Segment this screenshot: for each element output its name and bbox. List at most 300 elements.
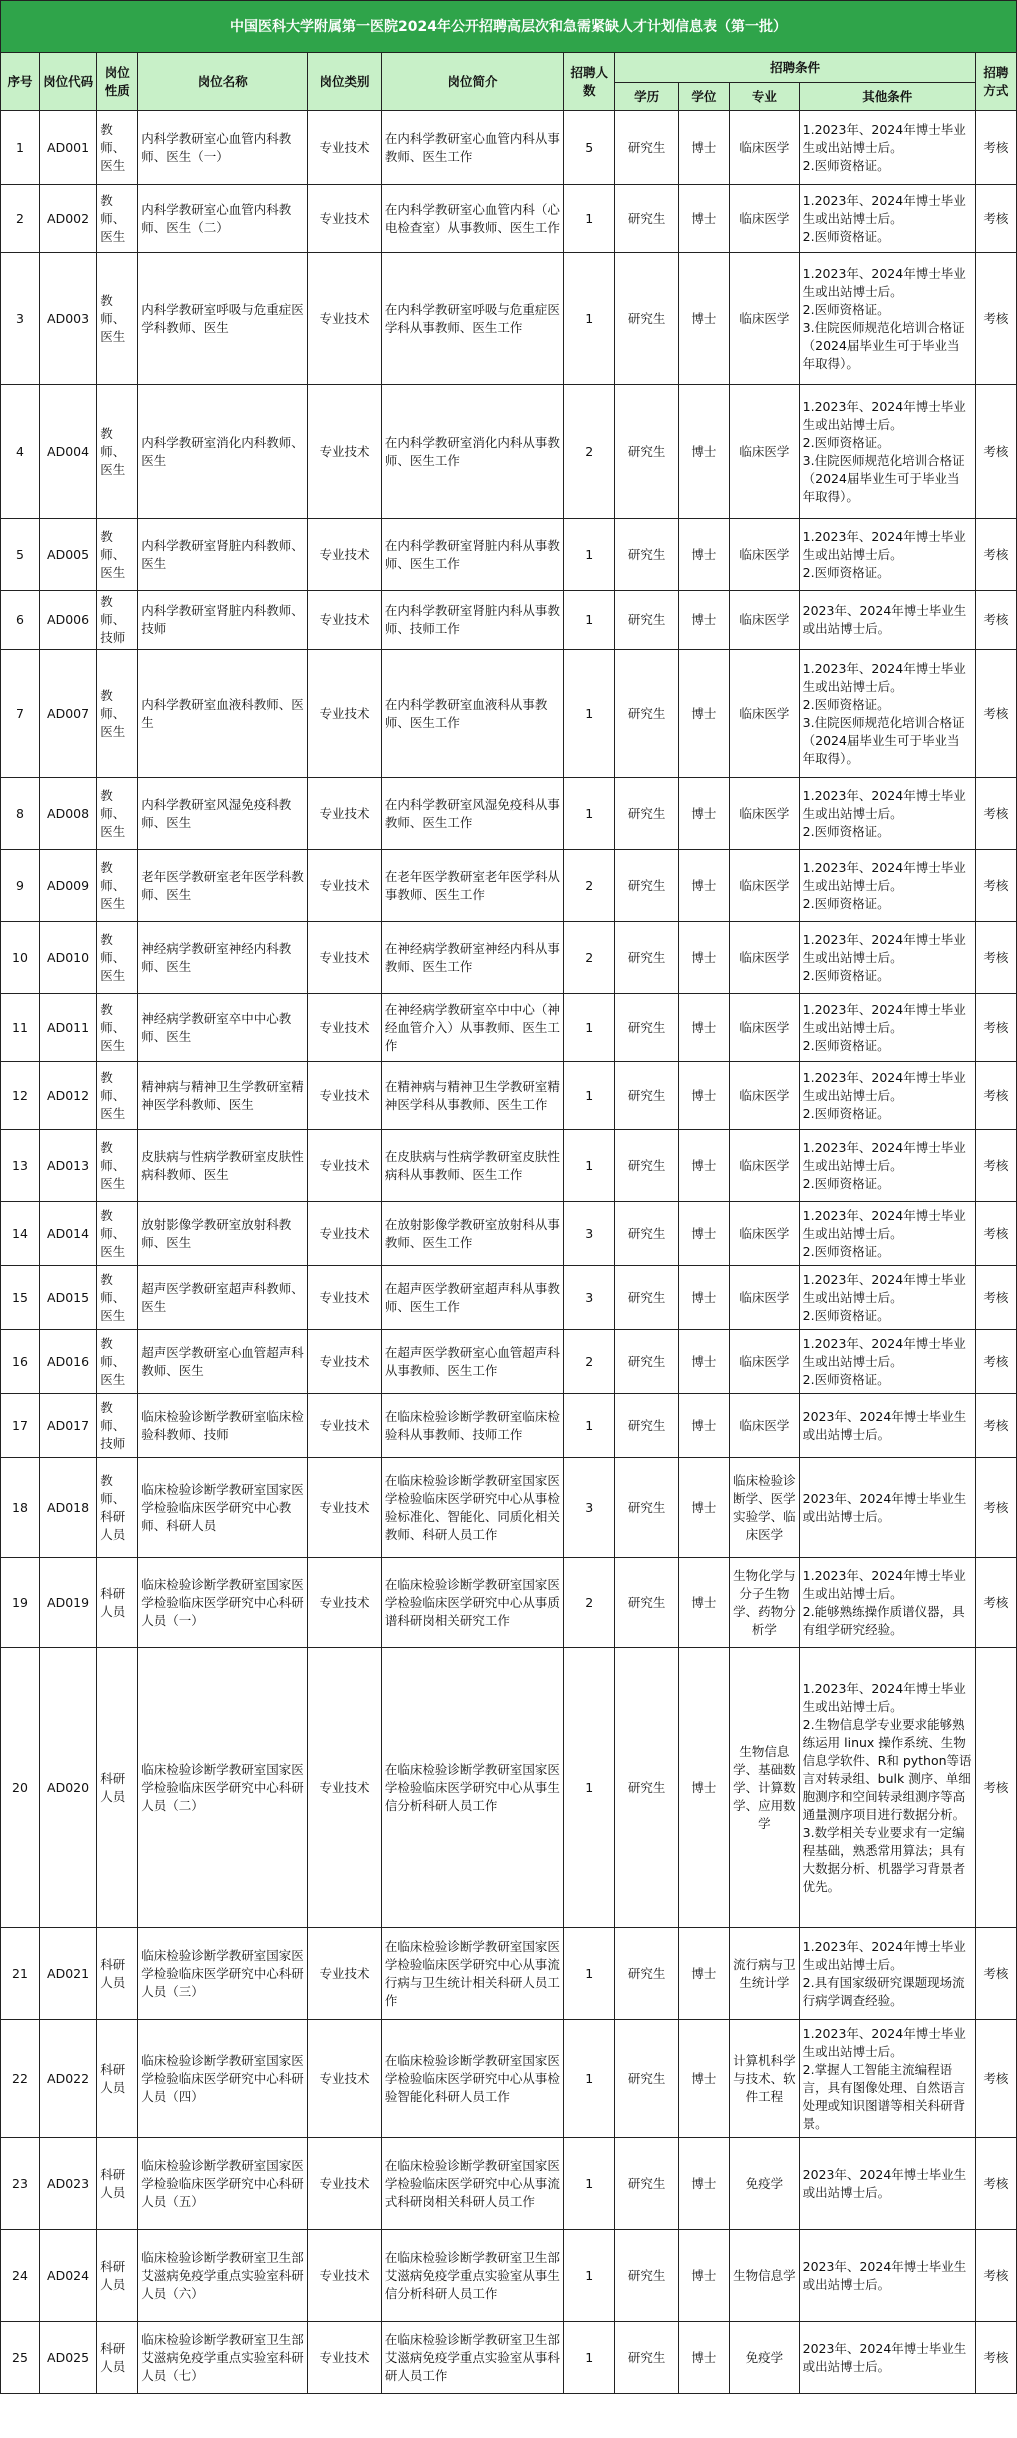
cell-category: 专业技术: [308, 2230, 382, 2322]
cell-degree: 博士: [678, 1394, 729, 1458]
cell-intro: 在放射影像学教研室放射科从事教师、医生工作: [381, 1202, 563, 1266]
cell-seq: 21: [1, 1928, 40, 2020]
cell-education: 研究生: [615, 850, 678, 922]
cell-count: 1: [564, 1394, 615, 1458]
cell-nature: 教师、医生: [97, 1130, 138, 1202]
cell-category: 专业技术: [308, 1130, 382, 1202]
cell-category: 专业技术: [308, 1202, 382, 1266]
cell-category: 专业技术: [308, 2138, 382, 2230]
cell-education: 研究生: [615, 1266, 678, 1330]
cell-count: 1: [564, 650, 615, 778]
cell-other: 2023年、2024年博士毕业生或出站博士后。: [799, 1394, 975, 1458]
cell-name: 放射影像学教研室放射科教师、医生: [138, 1202, 308, 1266]
cell-major: 生物信息学、基础数学、计算数学、应用数学: [730, 1648, 800, 1928]
table-row: [1, 253, 1017, 385]
cell-seq: 15: [1, 1266, 40, 1330]
cell-count: 1: [564, 2322, 615, 2394]
table-row: [1, 1458, 1017, 1558]
cell-category: 专业技术: [308, 994, 382, 1062]
cell-count: 1: [564, 1648, 615, 1928]
cell-nature: 教师、医生: [97, 253, 138, 385]
cell-degree: 博士: [678, 1558, 729, 1648]
cell-other: 1.2023年、2024年博士毕业生或出站博士后。 2.医师资格证。: [799, 778, 975, 850]
cell-method: 考核: [975, 650, 1016, 778]
cell-name: 临床检验诊断学教研室卫生部艾滋病免疫学重点实验室科研人员（七）: [138, 2322, 308, 2394]
cell-major: 临床医学: [730, 650, 800, 778]
cell-count: 1: [564, 253, 615, 385]
table-row: [1, 1330, 1017, 1394]
cell-code: AD011: [39, 994, 96, 1062]
cell-nature: 教师、技师: [97, 591, 138, 650]
cell-intro: 在内科学教研室风湿免疫科从事教师、医生工作: [381, 778, 563, 850]
cell-code: AD018: [39, 1458, 96, 1558]
header-code: 岗位代码: [39, 53, 96, 111]
cell-code: AD014: [39, 1202, 96, 1266]
table-row: [1, 2322, 1017, 2394]
cell-seq: 20: [1, 1648, 40, 1928]
table-row: [1, 1928, 1017, 2020]
cell-count: 3: [564, 1266, 615, 1330]
cell-seq: 10: [1, 922, 40, 994]
cell-intro: 在临床检验诊断学教研室卫生部艾滋病免疫学重点实验室从事科研人员工作: [381, 2322, 563, 2394]
cell-nature: 科研人员: [97, 1648, 138, 1928]
cell-name: 内科学教研室肾脏内科教师、医生: [138, 519, 308, 591]
cell-major: 临床医学: [730, 253, 800, 385]
cell-name: 临床检验诊断学教研室国家医学检验临床医学研究中心科研人员（五）: [138, 2138, 308, 2230]
table-row: [1, 1062, 1017, 1130]
cell-name: 老年医学教研室老年医学科教师、医生: [138, 850, 308, 922]
cell-seq: 13: [1, 1130, 40, 1202]
cell-other: 1.2023年、2024年博士毕业生或出站博士后。 2.医师资格证。: [799, 111, 975, 185]
cell-seq: 14: [1, 1202, 40, 1266]
table-title: 中国医科大学附属第一医院2024年公开招聘高层次和急需紧缺人才计划信息表（第一批）: [1, 1, 1017, 53]
cell-category: 专业技术: [308, 1558, 382, 1648]
cell-other: 1.2023年、2024年博士毕业生或出站博士后。 2.医师资格证。 3.住院医师规范化培训合格证（2024届毕业生可于毕业当年取得）。: [799, 385, 975, 519]
cell-method: 考核: [975, 1558, 1016, 1648]
header-other: 其他条件: [799, 83, 975, 111]
cell-code: AD022: [39, 2020, 96, 2138]
cell-nature: 教师、科研人员: [97, 1458, 138, 1558]
cell-other: 2023年、2024年博士毕业生或出站博士后。: [799, 2138, 975, 2230]
cell-major: 临床检验诊断学、医学实验学、临床医学: [730, 1458, 800, 1558]
cell-major: 临床医学: [730, 185, 800, 253]
cell-major: 临床医学: [730, 591, 800, 650]
cell-method: 考核: [975, 1202, 1016, 1266]
cell-seq: 12: [1, 1062, 40, 1130]
cell-category: 专业技术: [308, 1062, 382, 1130]
cell-count: 1: [564, 1928, 615, 2020]
cell-seq: 16: [1, 1330, 40, 1394]
cell-name: 内科学教研室肾脏内科教师、技师: [138, 591, 308, 650]
cell-seq: 11: [1, 994, 40, 1062]
cell-intro: 在临床检验诊断学教研室国家医学检验临床医学研究中心从事流行病与卫生统计相关科研人员工作: [381, 1928, 563, 2020]
cell-category: 专业技术: [308, 1458, 382, 1558]
cell-education: 研究生: [615, 994, 678, 1062]
cell-seq: 18: [1, 1458, 40, 1558]
cell-degree: 博士: [678, 1648, 729, 1928]
cell-name: 临床检验诊断学教研室卫生部艾滋病免疫学重点实验室科研人员（六）: [138, 2230, 308, 2322]
cell-count: 1: [564, 519, 615, 591]
cell-other: 1.2023年、2024年博士毕业生或出站博士后。 2.医师资格证。 3.住院医师规范化培训合格证（2024届毕业生可于毕业当年取得）。: [799, 253, 975, 385]
cell-count: 2: [564, 385, 615, 519]
cell-education: 研究生: [615, 253, 678, 385]
cell-degree: 博士: [678, 778, 729, 850]
cell-intro: 在临床检验诊断学教研室国家医学检验临床医学研究中心从事生信分析科研人员工作: [381, 1648, 563, 1928]
cell-major: 免疫学: [730, 2138, 800, 2230]
cell-category: 专业技术: [308, 1330, 382, 1394]
cell-seq: 23: [1, 2138, 40, 2230]
cell-degree: 博士: [678, 1928, 729, 2020]
cell-intro: 在神经病学教研室卒中中心（神经血管介入）从事教师、医生工作: [381, 994, 563, 1062]
cell-other: 2023年、2024年博士毕业生或出站博士后。: [799, 1458, 975, 1558]
cell-major: 临床医学: [730, 111, 800, 185]
cell-education: 研究生: [615, 1330, 678, 1394]
cell-major: 临床医学: [730, 1130, 800, 1202]
cell-other: 1.2023年、2024年博士毕业生或出站博士后。 2.具有国家级研究课题现场流行病学调查经验。: [799, 1928, 975, 2020]
cell-degree: 博士: [678, 1330, 729, 1394]
cell-category: 专业技术: [308, 185, 382, 253]
cell-other: 1.2023年、2024年博士毕业生或出站博士后。 2.医师资格证。: [799, 519, 975, 591]
cell-category: 专业技术: [308, 519, 382, 591]
cell-method: 考核: [975, 850, 1016, 922]
cell-education: 研究生: [615, 1062, 678, 1130]
table-row: [1, 519, 1017, 591]
cell-degree: 博士: [678, 850, 729, 922]
cell-major: 临床医学: [730, 778, 800, 850]
cell-education: 研究生: [615, 1648, 678, 1928]
cell-count: 1: [564, 591, 615, 650]
cell-name: 临床检验诊断学教研室国家医学检验临床医学研究中心教师、科研人员: [138, 1458, 308, 1558]
cell-category: 专业技术: [308, 922, 382, 994]
cell-category: 专业技术: [308, 253, 382, 385]
cell-code: AD005: [39, 519, 96, 591]
cell-code: AD023: [39, 2138, 96, 2230]
table-row: [1, 922, 1017, 994]
cell-other: 1.2023年、2024年博士毕业生或出站博士后。 2.医师资格证。: [799, 1266, 975, 1330]
cell-major: 临床医学: [730, 994, 800, 1062]
cell-intro: 在超声医学教研室超声科从事教师、医生工作: [381, 1266, 563, 1330]
cell-education: 研究生: [615, 778, 678, 850]
cell-count: 1: [564, 2020, 615, 2138]
cell-category: 专业技术: [308, 1266, 382, 1330]
cell-major: 免疫学: [730, 2322, 800, 2394]
cell-degree: 博士: [678, 2230, 729, 2322]
cell-name: 临床检验诊断学教研室国家医学检验临床医学研究中心科研人员（四）: [138, 2020, 308, 2138]
cell-category: 专业技术: [308, 1648, 382, 1928]
cell-method: 考核: [975, 253, 1016, 385]
cell-code: AD008: [39, 778, 96, 850]
cell-code: AD019: [39, 1558, 96, 1648]
cell-education: 研究生: [615, 2020, 678, 2138]
cell-education: 研究生: [615, 591, 678, 650]
cell-seq: 3: [1, 253, 40, 385]
cell-degree: 博士: [678, 385, 729, 519]
cell-degree: 博士: [678, 1130, 729, 1202]
cell-method: 考核: [975, 591, 1016, 650]
cell-category: 专业技术: [308, 385, 382, 519]
cell-degree: 博士: [678, 1062, 729, 1130]
cell-intro: 在超声医学教研室心血管超声科从事教师、医生工作: [381, 1330, 563, 1394]
cell-degree: 博士: [678, 253, 729, 385]
cell-code: AD003: [39, 253, 96, 385]
cell-other: 1.2023年、2024年博士毕业生或出站博士后。 2.能够熟练操作质谱仪器，具有组学研究经验。: [799, 1558, 975, 1648]
cell-intro: 在临床检验诊断学教研室国家医学检验临床医学研究中心从事检验智能化科研人员工作: [381, 2020, 563, 2138]
cell-name: 神经病学教研室卒中中心教师、医生: [138, 994, 308, 1062]
header-name: 岗位名称: [138, 53, 308, 111]
cell-code: AD025: [39, 2322, 96, 2394]
cell-code: AD016: [39, 1330, 96, 1394]
cell-other: 1.2023年、2024年博士毕业生或出站博士后。 2.医师资格证。: [799, 185, 975, 253]
table-row: [1, 591, 1017, 650]
cell-method: 考核: [975, 994, 1016, 1062]
cell-name: 内科学教研室心血管内科教师、医生（一）: [138, 111, 308, 185]
header-category: 岗位类别: [308, 53, 382, 111]
cell-intro: 在临床检验诊断学教研室卫生部艾滋病免疫学重点实验室从事生信分析科研人员工作: [381, 2230, 563, 2322]
cell-seq: 8: [1, 778, 40, 850]
cell-nature: 教师、医生: [97, 1266, 138, 1330]
cell-category: 专业技术: [308, 1394, 382, 1458]
header-major: 专业: [730, 83, 800, 111]
cell-seq: 19: [1, 1558, 40, 1648]
table-row: [1, 1202, 1017, 1266]
cell-intro: 在内科学教研室呼吸与危重症医学科从事教师、医生工作: [381, 253, 563, 385]
cell-major: 临床医学: [730, 1062, 800, 1130]
header-intro: 岗位简介: [381, 53, 563, 111]
cell-degree: 博士: [678, 1266, 729, 1330]
table-row: [1, 778, 1017, 850]
cell-seq: 22: [1, 2020, 40, 2138]
table-row: [1, 650, 1017, 778]
cell-seq: 6: [1, 591, 40, 650]
cell-nature: 教师、医生: [97, 519, 138, 591]
cell-seq: 2: [1, 185, 40, 253]
cell-other: 1.2023年、2024年博士毕业生或出站博士后。 2.医师资格证。: [799, 1062, 975, 1130]
table-row: [1, 111, 1017, 185]
cell-count: 1: [564, 1062, 615, 1130]
cell-other: 1.2023年、2024年博士毕业生或出站博士后。 2.医师资格证。: [799, 1330, 975, 1394]
cell-name: 皮肤病与性病学教研室皮肤性病科教师、医生: [138, 1130, 308, 1202]
cell-major: 临床医学: [730, 385, 800, 519]
cell-method: 考核: [975, 1062, 1016, 1130]
cell-name: 内科学教研室心血管内科教师、医生（二）: [138, 185, 308, 253]
cell-seq: 17: [1, 1394, 40, 1458]
cell-nature: 教师、医生: [97, 922, 138, 994]
cell-method: 考核: [975, 1928, 1016, 2020]
cell-intro: 在内科学教研室肾脏内科从事教师、医生工作: [381, 519, 563, 591]
cell-degree: 博士: [678, 1458, 729, 1558]
cell-education: 研究生: [615, 2138, 678, 2230]
cell-nature: 科研人员: [97, 1558, 138, 1648]
cell-intro: 在临床检验诊断学教研室国家医学检验临床医学研究中心从事检验标准化、智能化、同质化相关教师、科研人员工作: [381, 1458, 563, 1558]
cell-major: 计算机科学与技术、软件工程: [730, 2020, 800, 2138]
cell-education: 研究生: [615, 2322, 678, 2394]
cell-intro: 在内科学教研室肾脏内科从事教师、技师工作: [381, 591, 563, 650]
cell-nature: 科研人员: [97, 2138, 138, 2230]
cell-count: 1: [564, 1130, 615, 1202]
cell-seq: 1: [1, 111, 40, 185]
cell-category: 专业技术: [308, 1928, 382, 2020]
cell-other: 1.2023年、2024年博士毕业生或出站博士后。 2.生物信息学专业要求能够熟练运用 linux 操作系统、生物信息学软件、R和 python等语言对转录组、bulk 测序、单细胞测序和空间转录组测序等高通量测序项目进行数据分析。 3.数学相关专业要求有一定编程基础，熟悉常用算法；具有大数据分析、机器学习背景者优先。: [799, 1648, 975, 1928]
cell-other: 1.2023年、2024年博士毕业生或出站博士后。 2.医师资格证。: [799, 850, 975, 922]
cell-method: 考核: [975, 2322, 1016, 2394]
cell-other: 2023年、2024年博士毕业生或出站博士后。: [799, 591, 975, 650]
cell-count: 3: [564, 1202, 615, 1266]
cell-major: 流行病与卫生统计学: [730, 1928, 800, 2020]
cell-major: 临床医学: [730, 1266, 800, 1330]
cell-code: AD024: [39, 2230, 96, 2322]
cell-degree: 博士: [678, 922, 729, 994]
cell-nature: 教师、医生: [97, 111, 138, 185]
cell-other: 1.2023年、2024年博士毕业生或出站博士后。 2.掌握人工智能主流编程语言，具有图像处理、自然语言处理或知识图谱等相关科研背景。: [799, 2020, 975, 2138]
cell-code: AD006: [39, 591, 96, 650]
cell-other: 1.2023年、2024年博士毕业生或出站博士后。 2.医师资格证。: [799, 1130, 975, 1202]
cell-count: 1: [564, 778, 615, 850]
cell-code: AD002: [39, 185, 96, 253]
cell-major: 临床医学: [730, 1202, 800, 1266]
cell-category: 专业技术: [308, 650, 382, 778]
cell-degree: 博士: [678, 994, 729, 1062]
cell-seq: 7: [1, 650, 40, 778]
cell-count: 2: [564, 850, 615, 922]
header-seq: 序号: [1, 53, 40, 111]
cell-count: 2: [564, 922, 615, 994]
cell-degree: 博士: [678, 591, 729, 650]
cell-code: AD020: [39, 1648, 96, 1928]
cell-code: AD021: [39, 1928, 96, 2020]
table-row: [1, 1558, 1017, 1648]
cell-other: 1.2023年、2024年博士毕业生或出站博士后。 2.医师资格证。: [799, 1202, 975, 1266]
cell-name: 超声医学教研室心血管超声科教师、医生: [138, 1330, 308, 1394]
cell-count: 1: [564, 2138, 615, 2230]
cell-education: 研究生: [615, 2230, 678, 2322]
cell-intro: 在临床检验诊断学教研室国家医学检验临床医学研究中心从事质谱科研岗相关研究工作: [381, 1558, 563, 1648]
cell-name: 临床检验诊断学教研室临床检验科教师、技师: [138, 1394, 308, 1458]
cell-code: AD009: [39, 850, 96, 922]
cell-code: AD017: [39, 1394, 96, 1458]
cell-intro: 在内科学教研室心血管内科从事教师、医生工作: [381, 111, 563, 185]
table-row: [1, 1266, 1017, 1330]
cell-name: 临床检验诊断学教研室国家医学检验临床医学研究中心科研人员（三）: [138, 1928, 308, 2020]
cell-intro: 在神经病学教研室神经内科从事教师、医生工作: [381, 922, 563, 994]
cell-name: 内科学教研室风湿免疫科教师、医生: [138, 778, 308, 850]
cell-count: 5: [564, 111, 615, 185]
table-row: [1, 1130, 1017, 1202]
cell-seq: 5: [1, 519, 40, 591]
cell-intro: 在临床检验诊断学教研室临床检验科从事教师、技师工作: [381, 1394, 563, 1458]
cell-education: 研究生: [615, 385, 678, 519]
cell-other: 2023年、2024年博士毕业生或出站博士后。: [799, 2322, 975, 2394]
cell-other: 1.2023年、2024年博士毕业生或出站博士后。 2.医师资格证。: [799, 994, 975, 1062]
cell-count: 2: [564, 1558, 615, 1648]
header-method: 招聘方式: [975, 53, 1016, 111]
cell-intro: 在临床检验诊断学教研室国家医学检验临床医学研究中心从事流式科研岗相关科研人员工作: [381, 2138, 563, 2230]
cell-category: 专业技术: [308, 2322, 382, 2394]
cell-method: 考核: [975, 2230, 1016, 2322]
cell-name: 内科学教研室消化内科教师、医生: [138, 385, 308, 519]
header-count: 招聘人数: [564, 53, 615, 111]
cell-category: 专业技术: [308, 2020, 382, 2138]
cell-count: 1: [564, 2230, 615, 2322]
cell-code: AD001: [39, 111, 96, 185]
cell-nature: 教师、医生: [97, 1062, 138, 1130]
cell-method: 考核: [975, 1330, 1016, 1394]
header-conditions: 招聘条件: [615, 53, 975, 83]
cell-major: 临床医学: [730, 850, 800, 922]
cell-degree: 博士: [678, 2322, 729, 2394]
header-nature: 岗位性质: [97, 53, 138, 111]
cell-major: 生物信息学: [730, 2230, 800, 2322]
cell-method: 考核: [975, 519, 1016, 591]
cell-category: 专业技术: [308, 850, 382, 922]
cell-education: 研究生: [615, 1202, 678, 1266]
cell-nature: 教师、医生: [97, 1202, 138, 1266]
cell-method: 考核: [975, 2020, 1016, 2138]
cell-name: 神经病学教研室神经内科教师、医生: [138, 922, 308, 994]
cell-code: AD010: [39, 922, 96, 994]
cell-major: 临床医学: [730, 922, 800, 994]
cell-degree: 博士: [678, 1202, 729, 1266]
cell-name: 精神病与精神卫生学教研室精神医学科教师、医生: [138, 1062, 308, 1130]
cell-education: 研究生: [615, 1928, 678, 2020]
cell-nature: 教师、医生: [97, 1330, 138, 1394]
cell-nature: 教师、医生: [97, 850, 138, 922]
cell-seq: 25: [1, 2322, 40, 2394]
header-degree: 学位: [678, 83, 729, 111]
cell-education: 研究生: [615, 519, 678, 591]
cell-other: 1.2023年、2024年博士毕业生或出站博士后。 2.医师资格证。 3.住院医师规范化培训合格证（2024届毕业生可于毕业当年取得）。: [799, 650, 975, 778]
cell-name: 内科学教研室血液科教师、医生: [138, 650, 308, 778]
cell-major: 生物化学与分子生物学、药物分析学: [730, 1558, 800, 1648]
cell-method: 考核: [975, 185, 1016, 253]
table-row: [1, 2230, 1017, 2322]
cell-method: 考核: [975, 385, 1016, 519]
cell-other: 2023年、2024年博士毕业生或出站博士后。: [799, 2230, 975, 2322]
cell-nature: 教师、医生: [97, 185, 138, 253]
cell-education: 研究生: [615, 650, 678, 778]
cell-category: 专业技术: [308, 111, 382, 185]
cell-intro: 在内科学教研室血液科从事教师、医生工作: [381, 650, 563, 778]
cell-education: 研究生: [615, 185, 678, 253]
table-row: [1, 185, 1017, 253]
cell-degree: 博士: [678, 650, 729, 778]
cell-name: 临床检验诊断学教研室国家医学检验临床医学研究中心科研人员（一）: [138, 1558, 308, 1648]
cell-education: 研究生: [615, 1394, 678, 1458]
cell-degree: 博士: [678, 185, 729, 253]
cell-intro: 在内科学教研室消化内科从事教师、医生工作: [381, 385, 563, 519]
cell-education: 研究生: [615, 922, 678, 994]
cell-method: 考核: [975, 1130, 1016, 1202]
cell-nature: 科研人员: [97, 1928, 138, 2020]
cell-code: AD007: [39, 650, 96, 778]
table-row: [1, 385, 1017, 519]
cell-name: 超声医学教研室超声科教师、医生: [138, 1266, 308, 1330]
cell-method: 考核: [975, 111, 1016, 185]
cell-code: AD004: [39, 385, 96, 519]
cell-nature: 教师、医生: [97, 385, 138, 519]
cell-major: 临床医学: [730, 519, 800, 591]
cell-method: 考核: [975, 778, 1016, 850]
header-education: 学历: [615, 83, 678, 111]
cell-other: 1.2023年、2024年博士毕业生或出站博士后。 2.医师资格证。: [799, 922, 975, 994]
cell-category: 专业技术: [308, 591, 382, 650]
cell-category: 专业技术: [308, 778, 382, 850]
cell-count: 2: [564, 1330, 615, 1394]
cell-nature: 教师、医生: [97, 994, 138, 1062]
cell-intro: 在老年医学教研室老年医学科从事教师、医生工作: [381, 850, 563, 922]
cell-method: 考核: [975, 2138, 1016, 2230]
cell-code: AD015: [39, 1266, 96, 1330]
cell-nature: 科研人员: [97, 2230, 138, 2322]
